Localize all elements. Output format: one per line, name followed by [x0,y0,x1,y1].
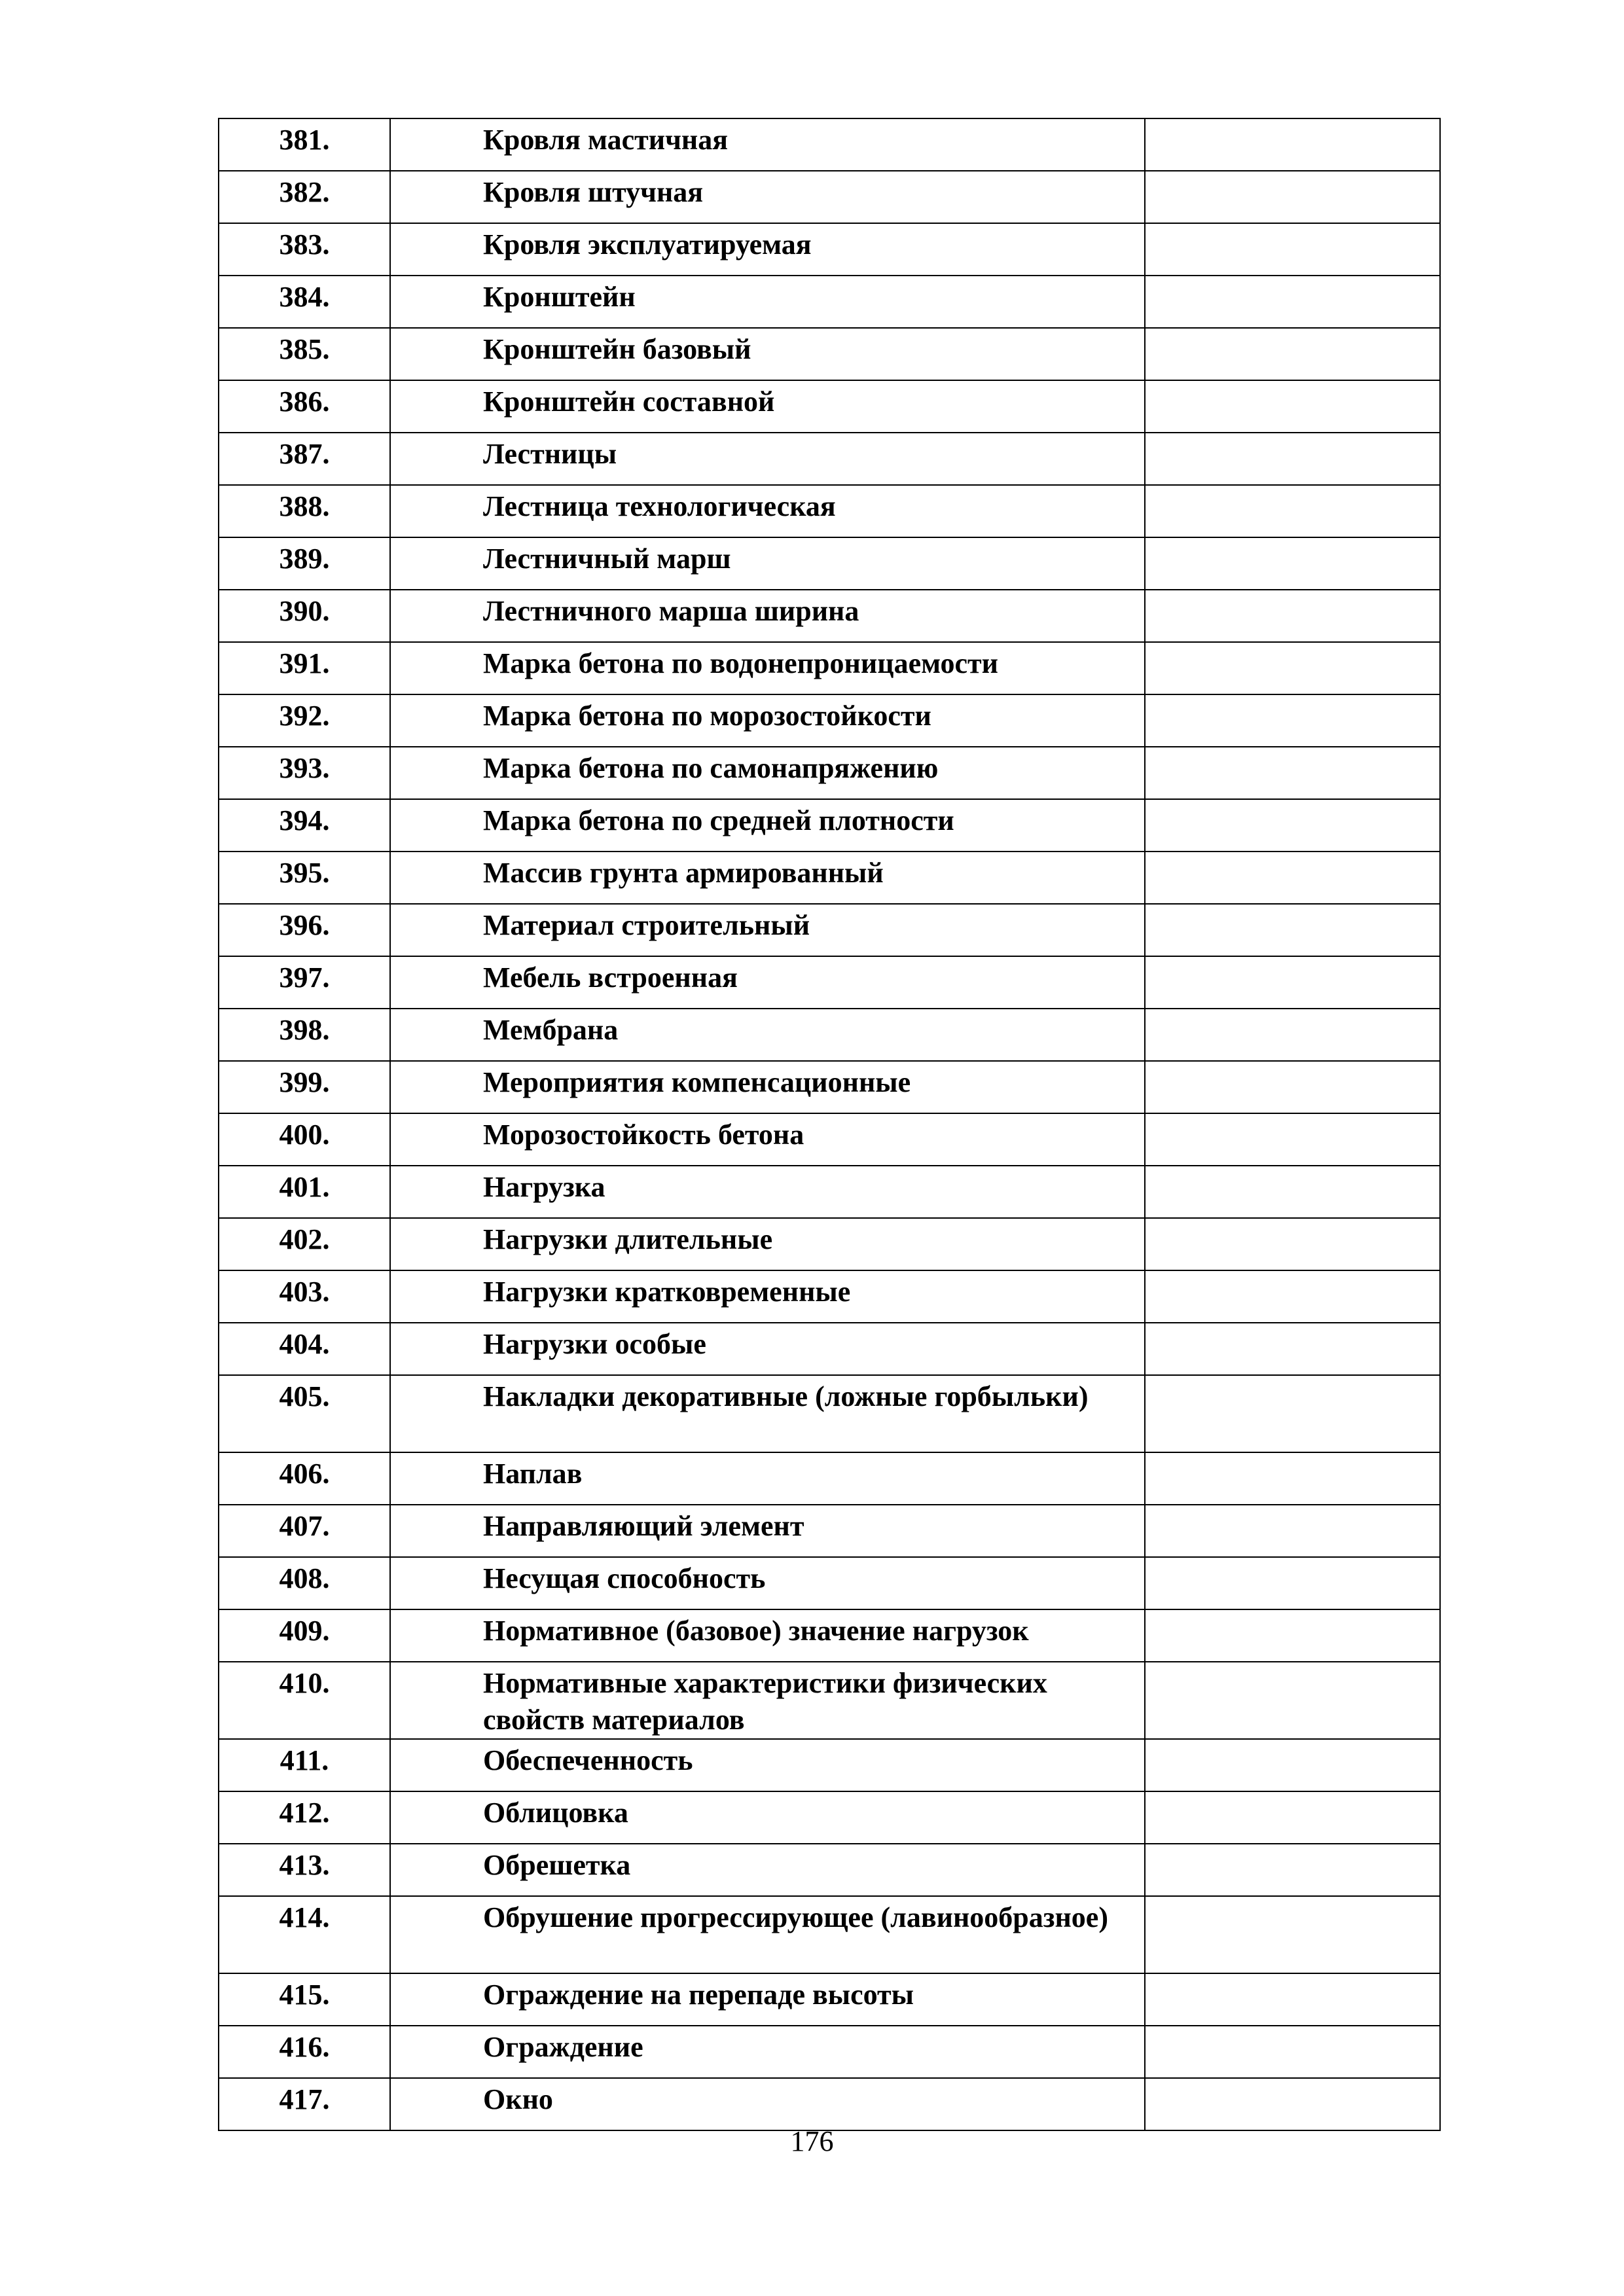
row-blank-cell [1145,799,1440,852]
row-number: 415. [219,1973,390,2026]
row-term: Облицовка [390,1791,1145,1844]
table-row [219,1609,1440,1662]
row-number: 406. [219,1452,390,1505]
row-number: 409. [219,1609,390,1662]
row-term: Мебель встроенная [390,956,1145,1009]
table-row [219,1061,1440,1113]
row-term: Массив грунта армированный [390,852,1145,904]
row-blank-cell [1145,433,1440,485]
row-number: 390. [219,590,390,642]
row-blank-cell [1145,2078,1440,2130]
row-blank-cell [1145,590,1440,642]
row-number: 383. [219,223,390,276]
row-term: Обрушение прогрессирующее (лавинообразное) [390,1896,1145,1973]
row-blank-cell [1145,1505,1440,1557]
row-term: Мероприятия компенсационные [390,1061,1145,1113]
table-row [219,1896,1440,1973]
table-row [219,537,1440,590]
row-blank-cell [1145,1166,1440,1218]
row-number: 398. [219,1009,390,1061]
row-number: 385. [219,328,390,380]
table-row [219,380,1440,433]
row-blank-cell [1145,1844,1440,1896]
row-blank-cell [1145,1896,1440,1973]
table-row [219,590,1440,642]
row-term: Кровля эксплуатируемая [390,223,1145,276]
table-row [219,433,1440,485]
table-row [219,1973,1440,2026]
row-number: 396. [219,904,390,956]
row-number: 391. [219,642,390,694]
row-blank-cell [1145,1323,1440,1375]
row-number: 403. [219,1270,390,1323]
row-term: Наплав [390,1452,1145,1505]
row-term: Ограждение на перепаде высоты [390,1973,1145,2026]
row-number: 392. [219,694,390,747]
row-term: Марка бетона по морозостойкости [390,694,1145,747]
row-blank-cell [1145,1113,1440,1166]
table-row [219,1844,1440,1896]
row-number: 387. [219,433,390,485]
row-blank-cell [1145,1739,1440,1791]
row-term: Кровля мастичная [390,118,1145,171]
row-number: 417. [219,2078,390,2130]
row-term: Марка бетона по средней плотности [390,799,1145,852]
row-term: Марка бетона по самонапряжению [390,747,1145,799]
row-blank-cell [1145,380,1440,433]
row-term: Нагрузки кратковременные [390,1270,1145,1323]
table-row [219,1323,1440,1375]
table-row [219,642,1440,694]
row-term: Морозостойкость бетона [390,1113,1145,1166]
table-row [219,1452,1440,1505]
table-row [219,1270,1440,1323]
row-blank-cell [1145,1662,1440,1739]
row-blank-cell [1145,1973,1440,2026]
row-term: Ограждение [390,2026,1145,2078]
row-number: 411. [219,1739,390,1791]
table-row [219,1218,1440,1270]
row-term: Обеспеченность [390,1739,1145,1791]
table-row [219,1166,1440,1218]
table-row [219,904,1440,956]
row-number: 381. [219,118,390,171]
row-term: Лестницы [390,433,1145,485]
table-row [219,852,1440,904]
row-term: Кровля штучная [390,171,1145,223]
row-number: 384. [219,276,390,328]
table-row [219,2026,1440,2078]
row-blank-cell [1145,1009,1440,1061]
row-number: 395. [219,852,390,904]
row-blank-cell [1145,118,1440,171]
table-row [219,223,1440,276]
terms-table [218,118,1441,2131]
table-row [219,171,1440,223]
row-blank-cell [1145,642,1440,694]
row-blank-cell [1145,2026,1440,2078]
table-row [219,1739,1440,1791]
row-number: 397. [219,956,390,1009]
row-blank-cell [1145,276,1440,328]
table-row [219,1791,1440,1844]
row-number: 393. [219,747,390,799]
row-number: 413. [219,1844,390,1896]
row-number: 416. [219,2026,390,2078]
row-number: 412. [219,1791,390,1844]
row-term: Несущая способность [390,1557,1145,1609]
row-blank-cell [1145,537,1440,590]
page-number: 176 [790,2125,834,2157]
table-row [219,694,1440,747]
table-row [219,1505,1440,1557]
row-blank-cell [1145,1061,1440,1113]
row-number: 400. [219,1113,390,1166]
row-term: Лестничный марш [390,537,1145,590]
row-number: 407. [219,1505,390,1557]
row-blank-cell [1145,328,1440,380]
row-term: Мембрана [390,1009,1145,1061]
row-number: 401. [219,1166,390,1218]
row-term: Кронштейн [390,276,1145,328]
table-row [219,1009,1440,1061]
table-row [219,118,1440,171]
row-term: Накладки декоративные (ложные горбыльки) [390,1375,1145,1452]
table-row [219,1662,1440,1739]
row-number: 394. [219,799,390,852]
row-blank-cell [1145,1218,1440,1270]
row-term: Нормативные характеристики физических свойств материалов [390,1662,1145,1739]
row-term: Нагрузки длительные [390,1218,1145,1270]
row-blank-cell [1145,485,1440,537]
row-number: 382. [219,171,390,223]
row-number: 388. [219,485,390,537]
table-row [219,2078,1440,2130]
table-row [219,956,1440,1009]
row-blank-cell [1145,1452,1440,1505]
row-blank-cell [1145,694,1440,747]
table-row [219,747,1440,799]
row-number: 404. [219,1323,390,1375]
table-row [219,799,1440,852]
table-row [219,1557,1440,1609]
row-blank-cell [1145,904,1440,956]
row-term: Обрешетка [390,1844,1145,1896]
row-number: 405. [219,1375,390,1452]
row-blank-cell [1145,747,1440,799]
row-term: Нагрузки особые [390,1323,1145,1375]
row-number: 408. [219,1557,390,1609]
row-term: Лестница технологическая [390,485,1145,537]
row-blank-cell [1145,852,1440,904]
row-number: 389. [219,537,390,590]
row-blank-cell [1145,171,1440,223]
row-number: 386. [219,380,390,433]
row-term: Окно [390,2078,1145,2130]
row-term: Нагрузка [390,1166,1145,1218]
row-term: Направляющий элемент [390,1505,1145,1557]
table-row [219,1113,1440,1166]
row-term: Материал строительный [390,904,1145,956]
row-blank-cell [1145,1557,1440,1609]
row-blank-cell [1145,223,1440,276]
row-blank-cell [1145,956,1440,1009]
terms-table-body [219,118,1440,2130]
row-blank-cell [1145,1270,1440,1323]
table-row [219,276,1440,328]
row-number: 399. [219,1061,390,1113]
table-row [219,485,1440,537]
row-number: 414. [219,1896,390,1973]
row-term: Лестничного марша ширина [390,590,1145,642]
row-term: Марка бетона по водонепроницаемости [390,642,1145,694]
row-number: 410. [219,1662,390,1739]
row-term: Кронштейн базовый [390,328,1145,380]
table-row [219,1375,1440,1452]
row-blank-cell [1145,1375,1440,1452]
row-number: 402. [219,1218,390,1270]
row-term: Нормативное (базовое) значение нагрузок [390,1609,1145,1662]
row-blank-cell [1145,1609,1440,1662]
row-term: Кронштейн составной [390,380,1145,433]
table-row [219,328,1440,380]
row-blank-cell [1145,1791,1440,1844]
